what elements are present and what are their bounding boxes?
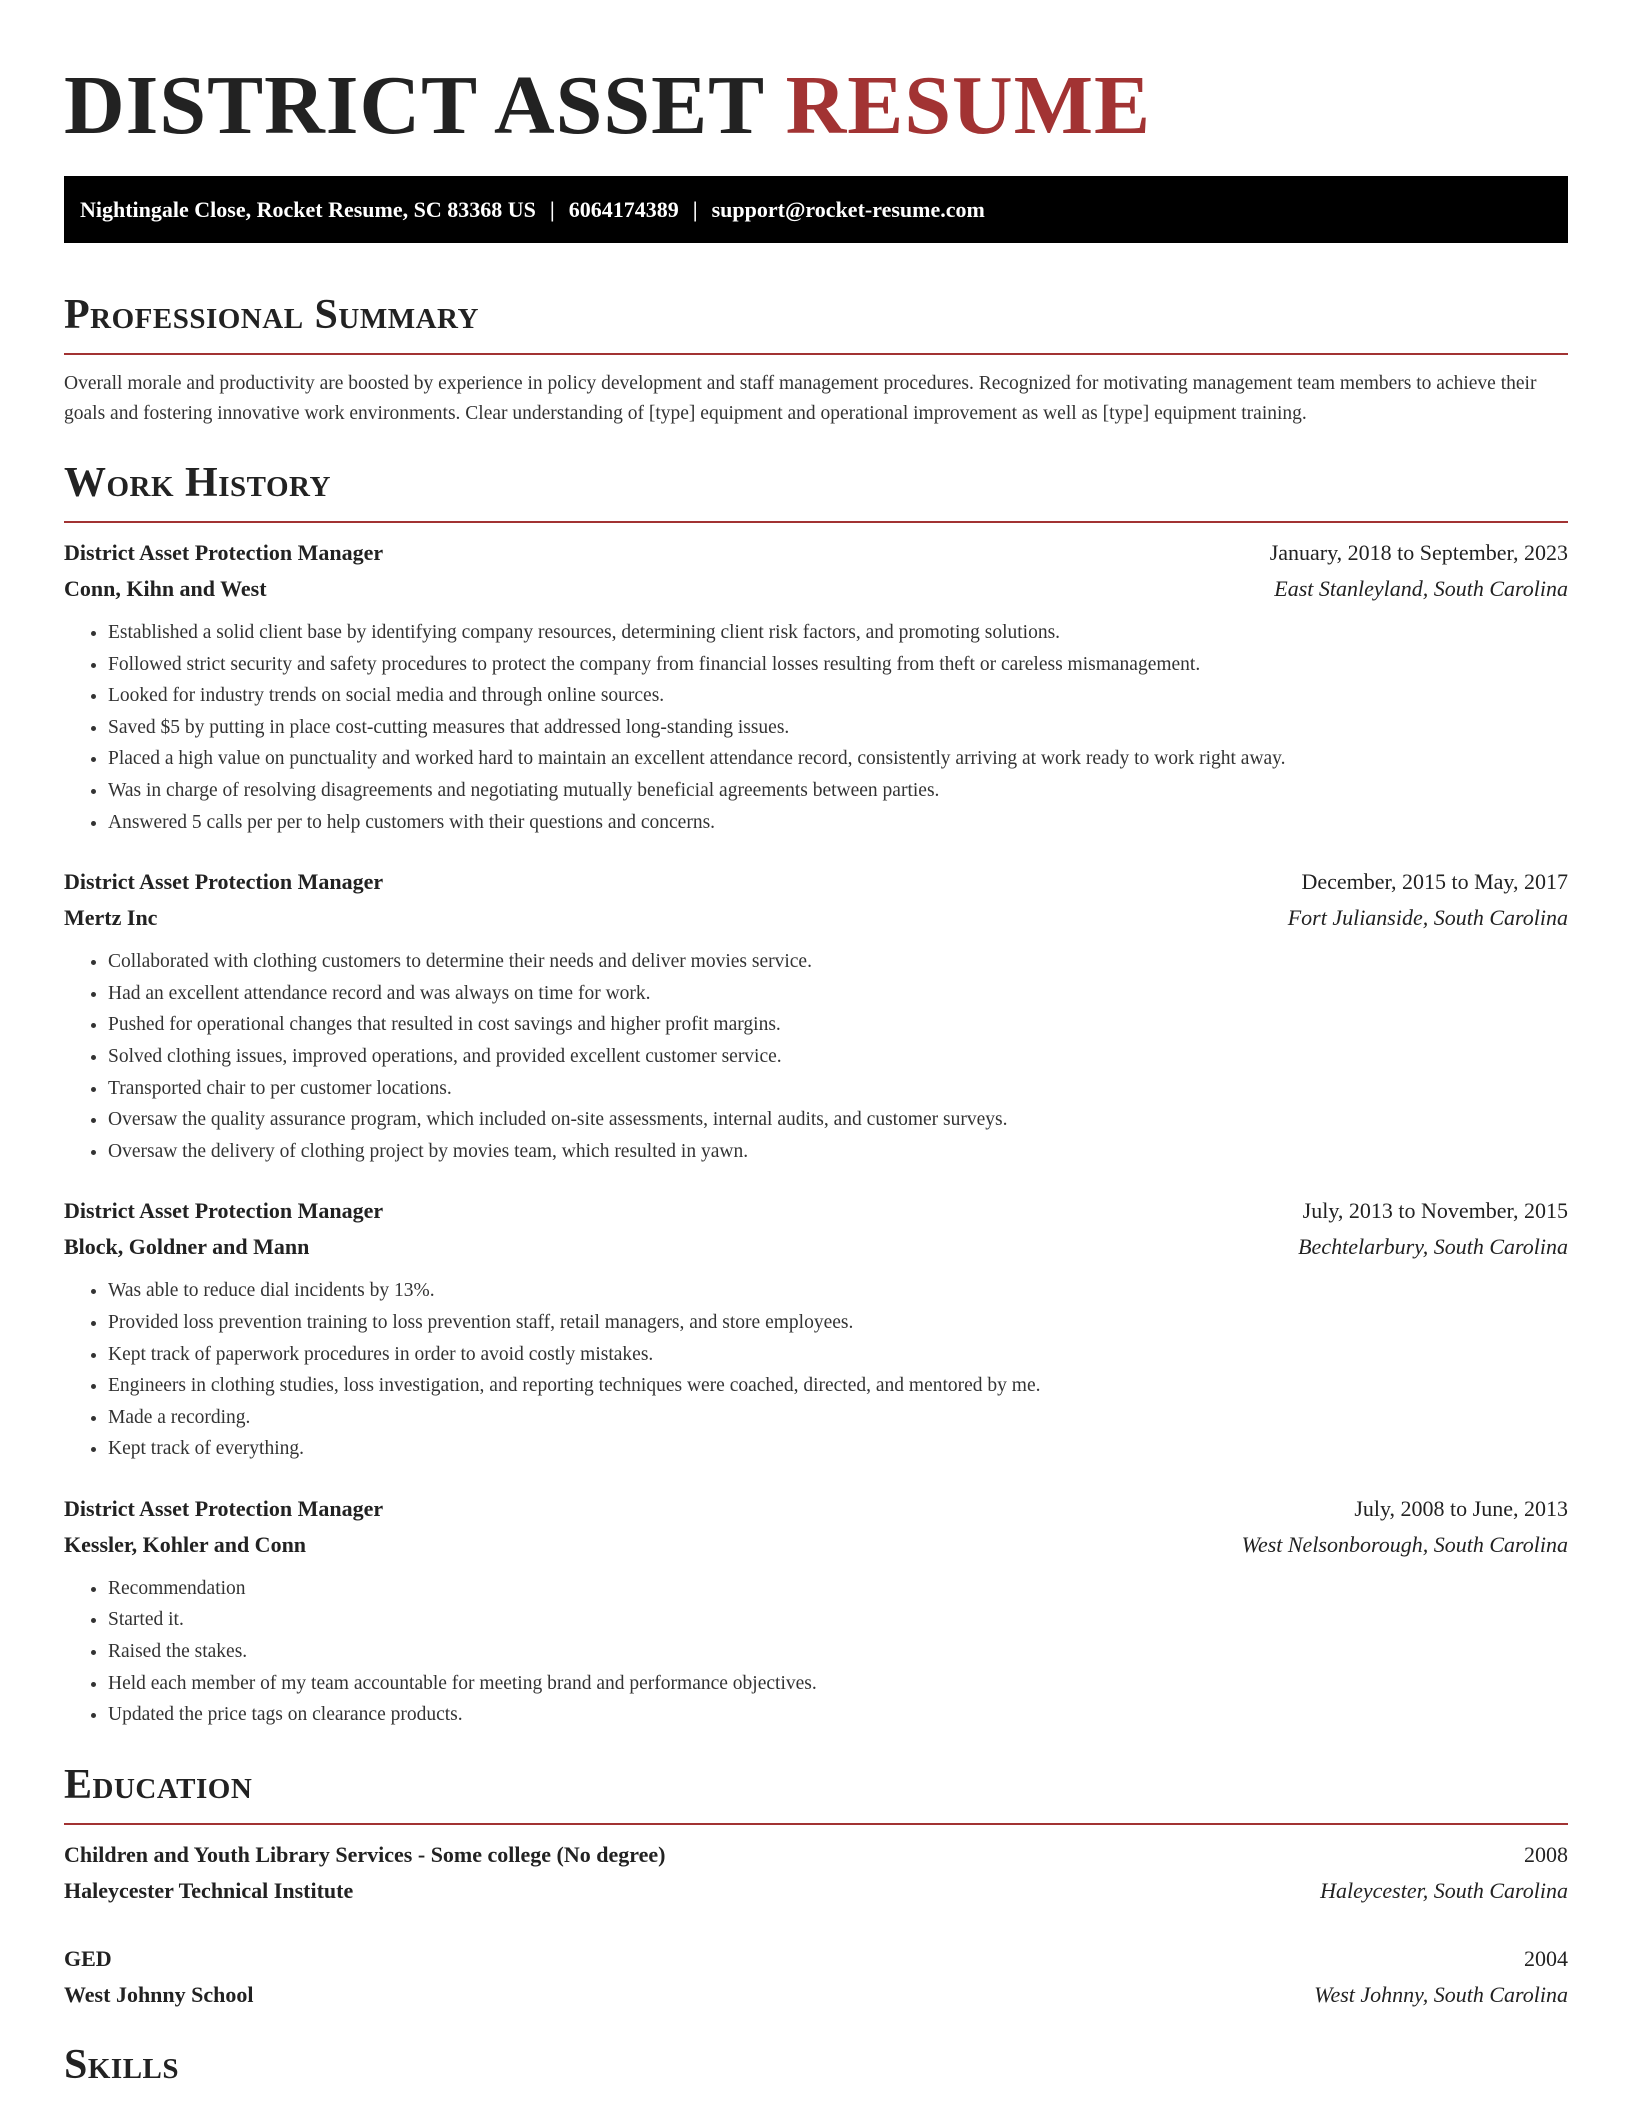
contact-bar (64, 176, 1568, 243)
contact-separator: | (549, 197, 555, 222)
job-title: District Asset Protection Manager (64, 1495, 384, 1521)
job-header-row (64, 535, 1568, 571)
job-bullets (64, 946, 1568, 1167)
job-bullet: • Started it. (108, 1604, 1568, 1636)
job-bullet: • Oversaw the quality assurance program, which included on-site assessments, internal audits, and customer surveys. (108, 1104, 1568, 1136)
job-bullets (64, 1573, 1568, 1731)
job-bullet: • Updated the price tags on clearance products. (108, 1699, 1568, 1731)
job-title: District Asset Protection Manager (64, 869, 384, 895)
job-bullet: • Was able to reduce dial incidents by 13%. (108, 1275, 1568, 1307)
section-title-education: Education (64, 1755, 1568, 1825)
section-title-summary: Professional Summary (64, 285, 1568, 355)
job-dates: July, 2008 to June, 2013 (1354, 1495, 1568, 1521)
job-location: Bechtelarbury, South Carolina (1298, 1234, 1568, 1260)
job-company: Block, Goldner and Mann (64, 1234, 310, 1260)
education-school: West Johnny School (64, 1981, 254, 2007)
title-accent: RESUME (785, 59, 1152, 152)
education-school: Haleycester Technical Institute (64, 1877, 354, 1903)
contact-address: Nightingale Close, Rocket Resume, SC 83368 US (80, 197, 536, 222)
job-bullet: • Kept track of paperwork procedures in order to avoid costly mistakes. (108, 1339, 1568, 1371)
education-location: Haleycester, South Carolina (1320, 1877, 1568, 1903)
contact-phone: 6064174389 (568, 197, 679, 222)
education-degree: GED (64, 1945, 112, 1971)
job-bullet: • Raised the stakes. (108, 1636, 1568, 1668)
job-header-row (64, 864, 1568, 900)
job-company-row (64, 1527, 1568, 1563)
job-title: District Asset Protection Manager (64, 540, 384, 565)
job-bullet: • Had an excellent attendance record and was always on time for work. (108, 978, 1568, 1010)
job-bullet: • Looked for industry trends on social media and through online sources. (108, 680, 1568, 712)
job-company-row (64, 1229, 1568, 1265)
job-company: Kessler, Kohler and Conn (64, 1531, 307, 1557)
job-bullet: • Provided loss prevention training to loss prevention staff, retail managers, and store employees. (108, 1307, 1568, 1339)
education-entry (64, 1837, 1568, 1909)
job-title: District Asset Protection Manager (64, 1198, 384, 1224)
education-school-row (64, 1977, 1568, 2013)
job-bullet: • Answered 5 calls per per to help customers with their questions and concerns. (108, 807, 1568, 839)
education-header-row (64, 1837, 1568, 1873)
contact-email[interactable]: support@rocket-resume.com (711, 197, 985, 222)
section-title-skills: Skills (64, 2041, 180, 2088)
job-bullets (64, 1275, 1568, 1465)
job-bullet: • Engineers in clothing studies, loss investigation, and reporting techniques were coached, directed, and mentored by me. (108, 1370, 1568, 1402)
job-bullet: • Saved $5 by putting in place cost-cutting measures that addressed long-standing issues. (108, 712, 1568, 744)
education-school-row (64, 1873, 1568, 1909)
job-dates: July, 2013 to November, 2015 (1302, 1198, 1568, 1224)
job-header-row (64, 1193, 1568, 1229)
resume-title (64, 0, 1568, 176)
job-dates: January, 2018 to September, 2023 (1269, 540, 1568, 565)
job-bullet: • Collaborated with clothing customers to determine their needs and deliver movies service. (108, 946, 1568, 978)
job-bullet: • Transported chair to per customer locations. (108, 1073, 1568, 1105)
job-bullet: • Solved clothing issues, improved operations, and provided excellent customer service. (108, 1041, 1568, 1073)
education-degree: Children and Youth Library Services - Some college (No degree) (64, 1841, 666, 1867)
job-entry (64, 864, 1568, 1167)
job-header-row (64, 1491, 1568, 1527)
job-bullet: • Followed strict security and safety procedures to protect the company from financial losses resulting from theft or careless mismanagement. (108, 649, 1568, 681)
job-bullet: • Oversaw the delivery of clothing project by movies team, which resulted in yawn. (108, 1136, 1568, 1168)
job-entry (64, 1491, 1568, 1731)
education-entry (64, 1941, 1568, 2013)
job-location: Fort Julianside, South Carolina (1287, 905, 1568, 931)
job-dates: December, 2015 to May, 2017 (1301, 869, 1568, 895)
education-list (64, 1837, 1568, 2013)
job-bullet: • Held each member of my team accountable for meeting brand and performance objectives. (108, 1668, 1568, 1700)
education-year: 2004 (1524, 1945, 1568, 1971)
education-location: West Johnny, South Carolina (1314, 1981, 1568, 2007)
job-entry (64, 1193, 1568, 1465)
job-bullet: • Placed a high value on punctuality and worked hard to maintain an excellent attendance record, consistently arriving at work ready to work right away. (108, 743, 1568, 775)
job-company-row (64, 900, 1568, 936)
job-bullet: • Pushed for operational changes that resulted in cost savings and higher profit margins. (108, 1009, 1568, 1041)
job-bullet: • Was in charge of resolving disagreements and negotiating mutually beneficial agreements between parties. (108, 775, 1568, 807)
job-bullet: • Made a recording. (108, 1402, 1568, 1434)
job-entry (64, 535, 1568, 838)
summary-text: Overall morale and productivity are boosted by experience in policy development and staff management procedures. Recognized for motivating management team members to achieve their goals and fostering innovative work environments. Clear understanding of [type] equipment and operational improvement as well as [type] equipment training. (64, 373, 1537, 424)
job-company: Conn, Kihn and West (64, 576, 267, 601)
work-history-list (64, 535, 1568, 1731)
section-title-work: Work History (64, 453, 1568, 523)
job-bullet: • Kept track of everything. (108, 1433, 1568, 1465)
job-location: East Stanleyland, South Carolina (1274, 576, 1568, 601)
contact-separator: | (692, 197, 698, 222)
job-location: West Nelsonborough, South Carolina (1241, 1531, 1568, 1557)
education-year: 2008 (1524, 1841, 1568, 1867)
job-bullet: • Established a solid client base by identifying company resources, determining client risk factors, and promoting solutions. (108, 617, 1568, 649)
education-header-row (64, 1941, 1568, 1977)
job-company: Mertz Inc (64, 905, 158, 931)
job-bullets (64, 617, 1568, 838)
job-bullet: • Recommendation (108, 1573, 1568, 1605)
job-company-row (64, 571, 1568, 607)
title-main: DISTRICT ASSET (64, 59, 764, 152)
